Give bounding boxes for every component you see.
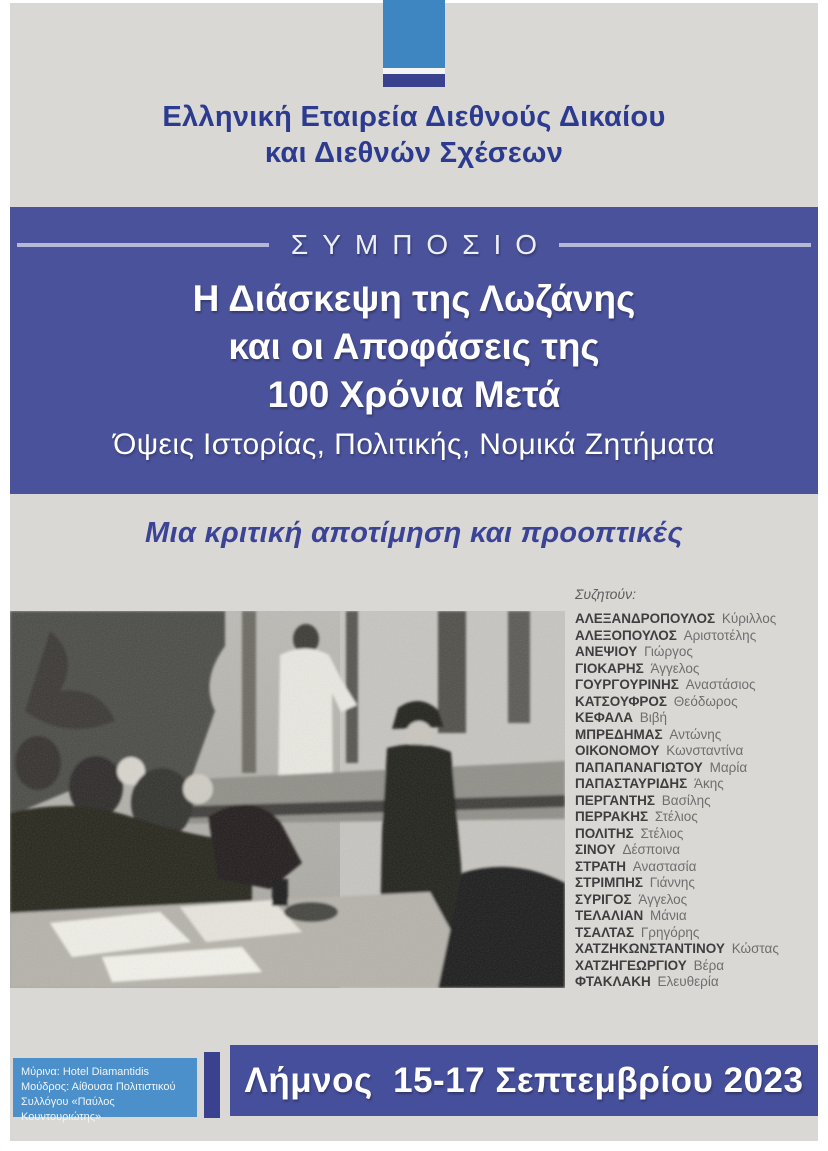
participant-item [575,793,823,810]
participant-item [575,809,823,826]
organization-name-line2: και Διεθνών Σχέσεων [264,137,564,169]
participant-firstname: Κύριλλος [721,611,777,626]
organization-name [10,99,818,171]
participant-item [575,941,823,958]
participant-item [575,958,823,975]
venue-line-myrina: Μύρινα: Hotel Diamantidis [21,1066,150,1078]
participant-firstname: Βιβή [639,710,668,725]
title-banner [10,207,818,494]
participant-item [575,628,823,645]
event-title [10,275,818,419]
participant-surname: ΟΙΚΟΝΟΜΟΥ [575,743,660,758]
participant-item [575,661,823,678]
event-title-line3: 100 Χρόνια Μετά [267,374,561,415]
participant-surname: ΓΟΥΡΓΟΥΡΙΝΗΣ [575,677,679,692]
participant-surname: ΠΑΠΑΣΤΑΥΡΙΔΗΣ [575,776,688,791]
date-banner [230,1045,818,1116]
participant-item [575,677,823,694]
participant-surname: ΤΣΑΛΤΑΣ [575,924,635,940]
participant-firstname: Άκης [693,776,724,791]
participant-firstname: Μαρία [709,759,748,775]
historical-photo [10,611,565,988]
participant-item [575,694,823,711]
participant-surname: ΧΑΤΖΗΓΕΩΡΓΙΟΥ [575,957,687,973]
participant-surname: ΠΟΛΙΤΗΣ [575,825,634,841]
participant-item [575,842,823,859]
logo-dark-bar-icon [383,74,445,87]
participants-section [575,586,823,991]
participant-surname: ΠΕΡΓΑΝΤΗΣ [575,792,655,808]
venue-line-moudros: Μούδρος: Αίθουσα Πολιτιστικού [21,1081,176,1093]
organization-name-line1: Ελληνική Εταιρεία Διεθνούς Δικαίου [162,101,666,133]
event-subtitle: Όψεις Ιστορίας, Πολιτικής, Νομικά Ζητήματα [113,428,715,461]
participant-surname: ΠΑΠΑΠΑΝΑΓΙΩΤΟΥ [575,759,703,775]
footer-accent-bar [204,1052,220,1118]
participant-firstname: Άγγελος [650,660,700,676]
participant-item [575,875,823,892]
participant-firstname: Στέλιος [640,825,684,841]
participant-item [575,644,823,661]
participants-label: Συζητούν: [575,586,636,602]
participant-surname: ΓΙΟΚΑΡΗΣ [575,660,644,676]
participant-item [575,925,823,942]
participant-firstname: Δέσποινα [622,842,681,857]
participant-item [575,727,823,744]
participant-firstname: Ελευθερία [657,974,719,989]
participant-firstname: Στέλιος [654,809,698,824]
date-banner-text: Λήμνος 15-17 Σεπτεμβρίου 2023 [244,1060,804,1100]
symposium-kicker-row [10,229,818,261]
tagline: Μια κριτική αποτίμηση και προοπτικές [145,517,683,549]
participant-item [575,908,823,925]
participant-item [575,743,823,760]
participant-surname: ΣΙΝΟΥ [575,842,616,857]
participant-firstname: Γρηγόρης [640,924,700,940]
participant-item [575,776,823,793]
participant-firstname: Γιάννης [649,875,695,890]
participant-item [575,859,823,876]
participant-firstname: Βασίλης [661,792,711,808]
participant-surname: ΑΝΕΨΙΟΥ [575,644,638,659]
participant-surname: ΠΕΡΡΑΚΗΣ [575,809,649,824]
kicker-text: ΣΥΜΠΟΣΙΟ [290,229,552,260]
participant-firstname: Αναστασία [632,858,697,874]
participant-firstname: Άγγελος [638,891,688,907]
kicker-line-right [559,243,811,247]
participant-item [575,892,823,909]
participant-firstname: Θεόδωρος [673,693,738,709]
participant-firstname: Αντώνης [669,726,722,742]
participants-list [575,611,823,991]
venue-line-syllogos: Συλλόγου «Παύλος Κουντουριώτης» [21,1096,115,1123]
participant-item [575,826,823,843]
participant-surname: ΑΛΕΞΟΠΟΥΛΟΣ [575,627,677,643]
participant-firstname: Αριστοτέλης [683,627,757,643]
participant-firstname: Κωνσταντίνα [666,743,744,758]
participant-firstname: Κώστας [731,941,779,956]
participant-firstname: Βέρα [693,957,725,973]
event-title-line1: Η Διάσκεψη της Λωζάνης [192,278,636,319]
participant-item [575,710,823,727]
participant-firstname: Μάνια [650,908,687,923]
participant-firstname: Αναστάσιος [685,677,756,692]
participant-item [575,611,823,628]
participant-surname: ΣΤΡΑΤΗ [575,858,626,874]
participant-surname: ΣΤΡΙΜΠΗΣ [575,875,643,890]
participant-surname: ΑΛΕΞΑΝΔΡΟΠΟΥΛΟΣ [575,611,716,626]
event-title-line2: και οι Αποφάσεις της [228,326,600,367]
kicker-line-left [17,243,269,247]
participant-firstname: Γιώργος [644,644,693,659]
participant-surname: ΧΑΤΖΗΚΩΝΣΤΑΝΤΙΝΟΥ [575,941,725,956]
participant-surname: ΤΕΛΑΛΙΑΝ [575,908,644,923]
participant-surname: ΜΠΡΕΔΗΜΑΣ [575,726,663,742]
participant-surname: ΣΥΡΙΓΟΣ [575,891,632,907]
participant-surname: ΦΤΑΚΛΑΚΗ [575,974,651,989]
venue-box [13,1058,197,1123]
participant-item [575,760,823,777]
participant-surname: ΚΕΦΑΛΑ [575,710,633,725]
participant-item [575,974,823,991]
logo-light-bar-icon [383,0,445,68]
participant-surname: ΚΑΤΣΟΥΦΡΟΣ [575,693,668,709]
